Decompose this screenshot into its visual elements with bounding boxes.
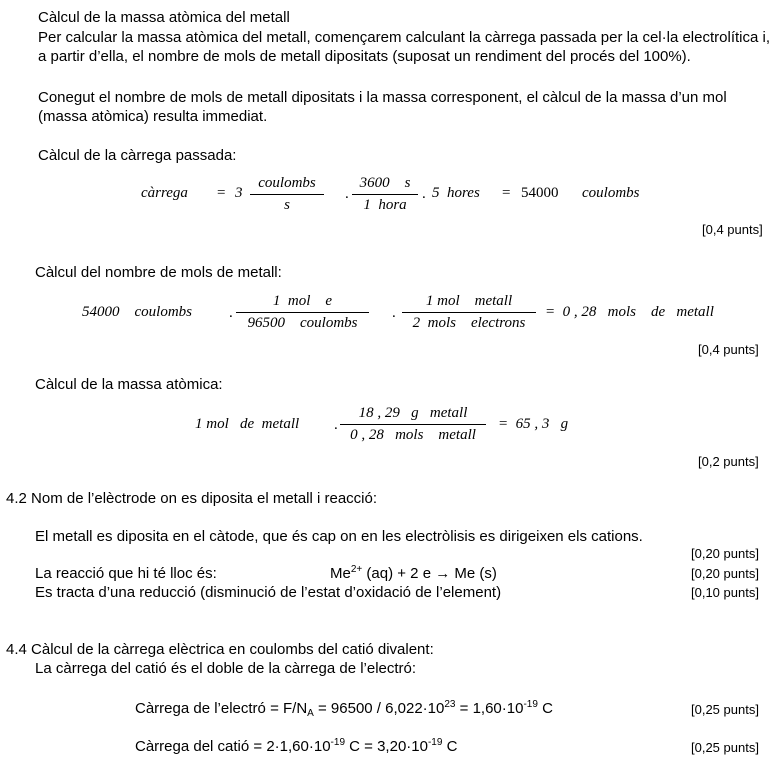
eq-sign: =	[217, 185, 226, 201]
atomic-mass-label: Càlcul de la massa atòmica:	[35, 376, 223, 393]
points-label: [0,25 punts]	[691, 702, 759, 717]
points-label: [0,4 punts]	[698, 342, 759, 357]
eq-part: C	[442, 738, 458, 755]
eq-sign: =	[502, 185, 511, 201]
mols-label: Càlcul del nombre de mols de metall:	[35, 264, 282, 281]
answer-line: Es tracta d’una reducció (disminució de l’estat d’oxidació de l’element)	[35, 584, 502, 601]
subscript: A	[307, 708, 314, 719]
points-label: [0,20 punts]	[691, 546, 759, 561]
fraction-numerator: 18 , 29 g metall	[340, 405, 486, 425]
exponent: 23	[444, 699, 456, 710]
answer-line: El metall es diposita en el càtode, que és cap on en les electròlisis es dirigeixen els cations.	[35, 528, 643, 545]
reaction-label: La reacció que hi té lloc és:	[35, 565, 217, 582]
multiply-dot: .	[334, 417, 338, 433]
multiply-dot: .	[422, 186, 426, 202]
eq-result: = 0 , 28 mols de metall	[545, 304, 714, 320]
multiply-dot: .	[345, 186, 349, 202]
eq-part: = 96500 / 6,022·10	[313, 700, 445, 717]
multiply-dot: .	[229, 305, 233, 321]
fraction	[402, 293, 536, 332]
exponent: -19	[330, 737, 345, 748]
reaction-species: Me	[330, 565, 351, 582]
eq-part: Càrrega de l’electró = F/N	[135, 700, 308, 717]
multiply-dot: .	[392, 305, 396, 321]
fraction-denominator: 96500 coulombs	[247, 315, 358, 331]
charge-label: Càlcul de la càrrega passada:	[38, 147, 237, 164]
points-label: [0,4 punts]	[702, 222, 763, 237]
eq-unit: coulombs	[582, 185, 640, 201]
fraction	[352, 175, 418, 214]
fraction	[340, 405, 486, 444]
eq-result: 54000	[521, 185, 559, 201]
cation-charge-equation	[135, 738, 457, 755]
eq-part: C	[537, 700, 553, 717]
eq-lhs: 1 mol de metall	[195, 416, 300, 432]
intro-paragraph: Per calcular la massa atòmica del metall, començarem calculant la càrrega passada per la cel·la electrolítica i, a partir d’ella, el nombre de mols de metall dipositats (suposat un rendiment del procés del 100%).	[38, 29, 770, 65]
reaction-charge: 2+	[350, 564, 363, 575]
fraction-denominator: 1 hora	[363, 197, 407, 213]
exponent: -19	[427, 737, 443, 748]
points-label: [0,20 punts]	[691, 566, 759, 581]
eq-term: 3	[235, 185, 243, 201]
answer-line: La càrrega del catió és el doble de la càrrega de l’electró:	[35, 660, 417, 677]
reaction-rest: (aq) + 2 e → Me (s)	[362, 565, 497, 582]
fraction	[250, 175, 324, 214]
reaction-equation	[330, 565, 497, 582]
eq-part: C = 3,20·10	[345, 738, 428, 755]
eq-part: Càrrega del catió = 2·1,60·10	[135, 738, 331, 755]
eq-result: = 65 , 3 g	[498, 416, 569, 432]
points-label: [0,2 punts]	[698, 454, 759, 469]
fraction-numerator: coulombs	[250, 175, 324, 195]
question-heading: 4.2 Nom de l’elèctrode on es diposita el metall i reacció:	[6, 490, 378, 507]
points-label: [0,10 punts]	[691, 585, 759, 600]
eq-term: 5 hores	[432, 185, 480, 201]
section-heading: Càlcul de la massa atòmica del metall	[38, 9, 290, 26]
eq-lhs: càrrega	[141, 185, 188, 201]
fraction-denominator: 0 , 28 mols metall	[350, 427, 476, 443]
fraction-numerator: 3600 s	[352, 175, 418, 195]
fraction-denominator: s	[284, 197, 290, 213]
electron-charge-equation	[135, 700, 553, 717]
fraction-denominator: 2 mols electrons	[412, 315, 526, 331]
exponent: -19	[523, 699, 538, 710]
question-heading: 4.4 Càlcul de la càrrega elèctrica en coulombs del catió divalent:	[6, 641, 434, 658]
eq-part: = 1,60·10	[455, 700, 524, 717]
eq-lhs: 54000 coulombs	[82, 304, 192, 320]
fraction	[236, 293, 369, 332]
points-label: [0,25 punts]	[691, 740, 759, 755]
fraction-numerator: 1 mol e	[236, 293, 369, 313]
fraction-numerator: 1 mol metall	[402, 293, 536, 313]
intro-paragraph-2: Conegut el nombre de mols de metall dipositats i la massa corresponent, el càlcul de la massa d’un mol (massa atòmica) resulta immediat.	[38, 89, 727, 125]
